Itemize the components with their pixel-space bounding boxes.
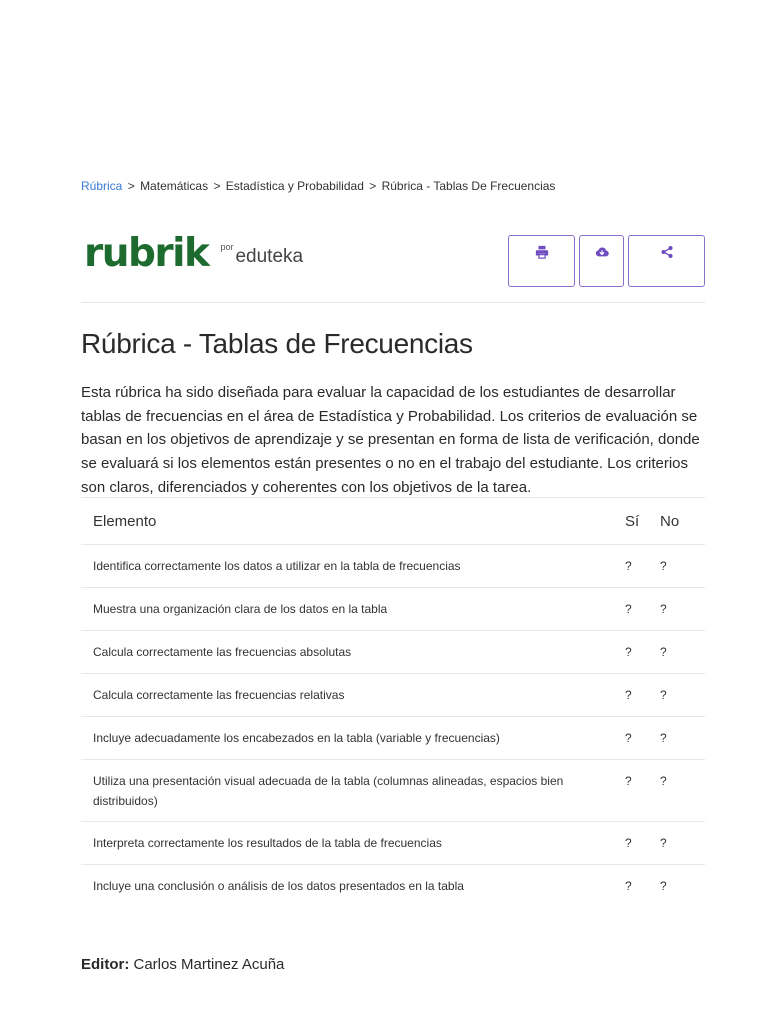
row-element: Incluye una conclusión o análisis de los datos presentados en la tabla — [93, 879, 464, 893]
breadcrumb-separator: > — [213, 179, 221, 193]
row-no: ? — [660, 774, 667, 788]
row-yes: ? — [625, 774, 632, 788]
breadcrumb-link-rubrica[interactable]: Rúbrica — [81, 179, 123, 193]
row-no: ? — [660, 879, 667, 893]
table-row — [81, 631, 705, 674]
row-element: Incluye adecuadamente los encabezados en la tabla (variable y frecuencias) — [93, 731, 500, 745]
row-element: Muestra una organización clara de los datos en la tabla — [93, 602, 388, 616]
row-no: ? — [660, 602, 667, 616]
row-yes: ? — [625, 602, 632, 616]
row-yes: ? — [625, 836, 632, 850]
row-element: Utiliza una presentación visual adecuada de la tabla (columnas alineadas, espacios bien distribuidos) — [93, 774, 564, 808]
table-row — [81, 865, 705, 908]
row-no: ? — [660, 559, 667, 573]
breadcrumb-item-estadistica[interactable]: Estadística y Probabilidad — [225, 179, 364, 193]
printer-icon — [535, 245, 549, 259]
row-no: ? — [660, 836, 667, 850]
table-row — [81, 545, 705, 588]
header-element: Elemento — [93, 512, 157, 530]
row-no: ? — [660, 731, 667, 745]
table-header — [81, 498, 705, 545]
print-button[interactable] — [508, 235, 575, 287]
breadcrumb-separator: > — [369, 179, 377, 193]
row-yes: ? — [625, 879, 632, 893]
header-no: No — [660, 512, 680, 530]
table-row — [81, 674, 705, 717]
action-buttons — [508, 235, 705, 287]
row-yes: ? — [625, 731, 632, 745]
row-yes: ? — [625, 688, 632, 702]
logo-partner: eduteka — [235, 246, 304, 267]
row-no: ? — [660, 645, 667, 659]
row-yes: ? — [625, 645, 632, 659]
editor-name: Carlos Martinez Acuña — [133, 956, 285, 973]
cloud-download-icon — [595, 245, 609, 259]
rubric-table — [81, 497, 705, 908]
row-element: Identifica correctamente los datos a utilizar en la tabla de frecuencias — [93, 559, 461, 573]
rubrik-logo[interactable] — [84, 231, 304, 276]
rubric-description: Esta rúbrica ha sido diseñada para evaluar la capacidad de los estudiantes de desarrollar tablas de frecuencias en el área de Estadística y Probabilidad. Los criterios de evaluación se basan en los objetivos de aprendizaje y se presentan en forma de lista de verificación, donde se evaluará si los elementos están presentes o no en el trabajo del estudiante. Los criterios son claros, diferenciados y coherentes con los objetivos de la tarea. — [81, 384, 700, 496]
row-element: Calcula correctamente las frecuencias absolutas — [93, 645, 352, 659]
logo-por: por — [220, 242, 234, 252]
row-element: Calcula correctamente las frecuencias relativas — [93, 688, 345, 702]
row-element: Interpreta correctamente los resultados de la tabla de frecuencias — [93, 836, 442, 850]
logo-brand: rubrik — [84, 231, 209, 276]
breadcrumb — [81, 179, 555, 193]
table-row — [81, 760, 705, 822]
table-row — [81, 588, 705, 631]
share-icon — [660, 245, 674, 259]
page-title: Rúbrica - Tablas de Frecuencias — [81, 328, 473, 359]
row-no: ? — [660, 688, 667, 702]
table-row — [81, 822, 705, 865]
editor-credit — [81, 956, 284, 973]
share-button[interactable] — [628, 235, 705, 287]
download-button[interactable] — [579, 235, 624, 287]
header-divider — [81, 302, 705, 303]
page-header — [81, 231, 705, 288]
editor-label: Editor: — [81, 956, 130, 973]
breadcrumb-item-current: Rúbrica - Tablas De Frecuencias — [381, 179, 556, 193]
row-yes: ? — [625, 559, 632, 573]
table-row — [81, 717, 705, 760]
header-yes: Sí — [625, 512, 640, 530]
breadcrumb-item-matematicas[interactable]: Matemáticas — [140, 179, 209, 193]
breadcrumb-separator: > — [127, 179, 135, 193]
